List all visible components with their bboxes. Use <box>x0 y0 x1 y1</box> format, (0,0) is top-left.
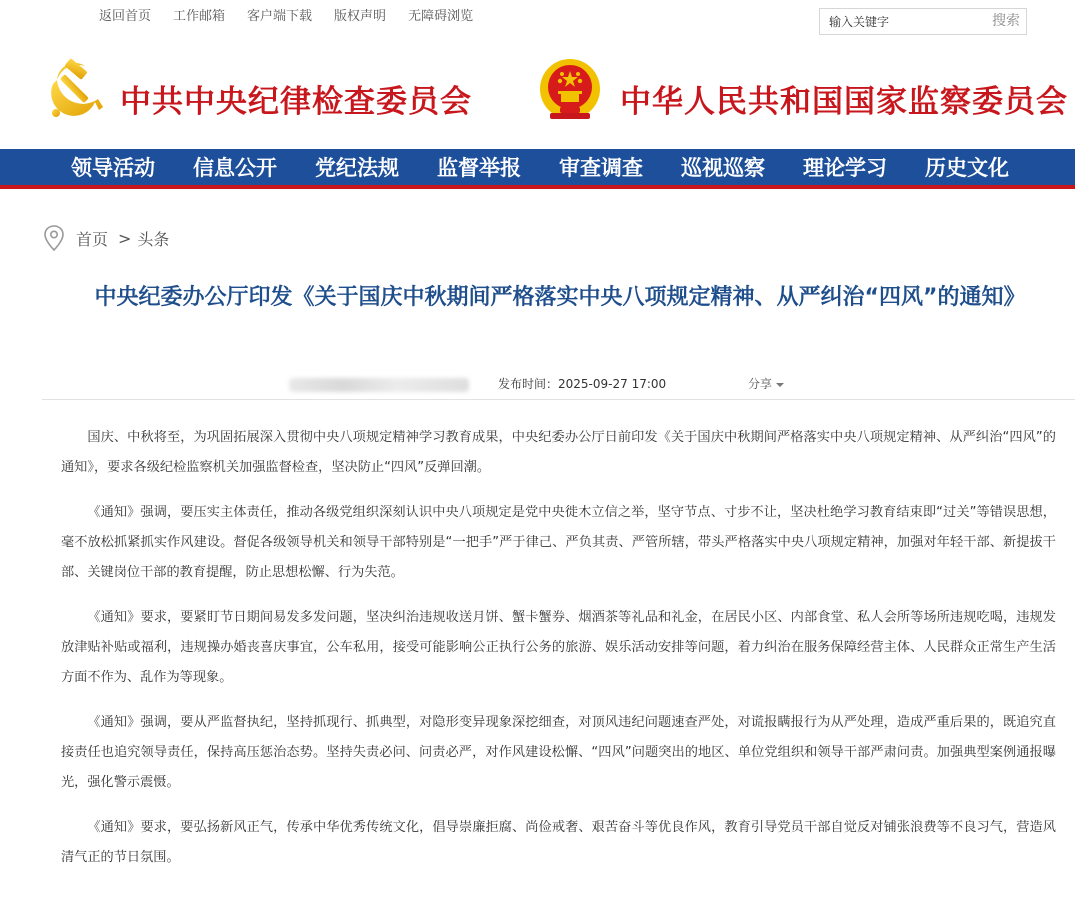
nsc-title[interactable]: 中华人民共和国国家监察委员会 <box>620 84 1068 120</box>
cpc-ccdi-title[interactable]: 中共中央纪律检查委员会 <box>120 84 472 120</box>
nav-theory[interactable]: 理论学习 <box>803 155 887 180</box>
share-label: 分享 <box>748 377 773 391</box>
hammer-sickle-icon <box>45 58 107 120</box>
nav-report[interactable]: 监督举报 <box>437 155 521 180</box>
top-links <box>99 9 495 25</box>
national-emblem-icon <box>538 57 602 123</box>
toplink-accessibility[interactable]: 无障碍浏览 <box>408 9 474 24</box>
nav-inspection[interactable]: 巡视巡察 <box>681 155 765 180</box>
breadcrumb <box>42 224 169 252</box>
nav-regulations[interactable]: 党纪法规 <box>315 155 399 180</box>
publish-label: 发布时间： <box>498 377 559 391</box>
nav-leadership[interactable]: 领导活动 <box>71 155 155 180</box>
paragraph: 国庆、中秋将至，为巩固拓展深入贯彻中央八项规定精神学习教育成果，中央纪委办公厅日前印发《关于国庆中秋期间严格落实中央八项规定精神、从严纠治“四风”的通知》，要求各级纪检监察机关加强监督检查，坚决防止“四风”反弹回潮。 <box>61 430 1056 475</box>
breadcrumb-separator: > <box>118 228 132 248</box>
toplink-home[interactable]: 返回首页 <box>99 9 152 24</box>
breadcrumb-current[interactable]: 头条 <box>137 229 170 249</box>
article-title: 中央纪委办公厅印发《关于国庆中秋期间严格落实中央八项规定精神、从严纠治“四风”的通知》 <box>94 285 1026 310</box>
divider <box>42 399 1075 400</box>
paragraph: 《通知》强调，要从严监督执纪，坚持抓现行、抓典型，对隐形变异现象深挖细查，对顶风违纪问题速查严处，对谎报瞒报行为从严处理，造成严重后果的，既追究直接责任也追究领导责任，保持高压惩治态势。坚持失责必问、问责必严，对作风建设松懈、“四风”问题突出的地区、单位党组织和领导干部严肃问责。加强典型案例通报曝光，强化警示震慑。 <box>61 715 1056 790</box>
nav-disclosure[interactable]: 信息公开 <box>193 155 277 180</box>
article-meta <box>0 375 1075 395</box>
toplink-mail[interactable]: 工作邮箱 <box>173 9 226 24</box>
article-body <box>61 423 1056 888</box>
location-pin-icon <box>42 224 66 252</box>
search-button[interactable]: 搜索 <box>992 13 1020 29</box>
search-box <box>819 8 1027 35</box>
nav-history[interactable]: 历史文化 <box>925 155 1009 180</box>
main-nav <box>0 149 1075 189</box>
toplink-copyright[interactable]: 版权声明 <box>334 9 387 24</box>
search-input[interactable] <box>820 9 980 34</box>
caret-down-icon <box>776 383 784 387</box>
paragraph: 《通知》要求，要弘扬新风正气，传承中华优秀传统文化，倡导崇廉拒腐、尚俭戒奢、艰苦奋斗等优良作风，教育引导党员干部自觉反对铺张浪费等不良习气，营造风清气正的节日氛围。 <box>61 820 1056 865</box>
publish-time: 2025-09-27 17:00 <box>558 377 667 391</box>
publish-info <box>498 375 666 392</box>
share-button[interactable] <box>748 375 784 392</box>
blurred-source <box>289 378 469 392</box>
nav-investigation[interactable]: 审查调查 <box>559 155 643 180</box>
breadcrumb-home[interactable]: 首页 <box>76 229 109 249</box>
paragraph: 《通知》要求，要紧盯节日期间易发多发问题，坚决纠治违规收送月饼、蟹卡蟹券、烟酒茶等礼品和礼金，在居民小区、内部食堂、私人会所等场所违规吃喝，违规发放津贴补贴或福利，违规操办婚丧喜庆事宜，公车私用，接受可能影响公正执行公务的旅游、娱乐活动安排等问题，着力纠治在服务保障经营主体、人民群众正常生产生活方面不作为、乱作为等现象。 <box>61 610 1056 685</box>
toplink-app-download[interactable]: 客户端下载 <box>247 9 313 24</box>
paragraph: 《通知》强调，要压实主体责任，推动各级党组织深刻认识中央八项规定是党中央徙木立信之举，坚守节点、寸步不让，坚决杜绝学习教育结束即“过关”等错误思想，毫不放松抓紧抓实作风建设。督促各级领导机关和领导干部特别是“一把手”严于律己、严负其责、严管所辖，带头严格落实中央八项规定精神，加强对年轻干部、新提拔干部、关键岗位干部的教育提醒，防止思想松懈、行为失范。 <box>61 505 1056 580</box>
